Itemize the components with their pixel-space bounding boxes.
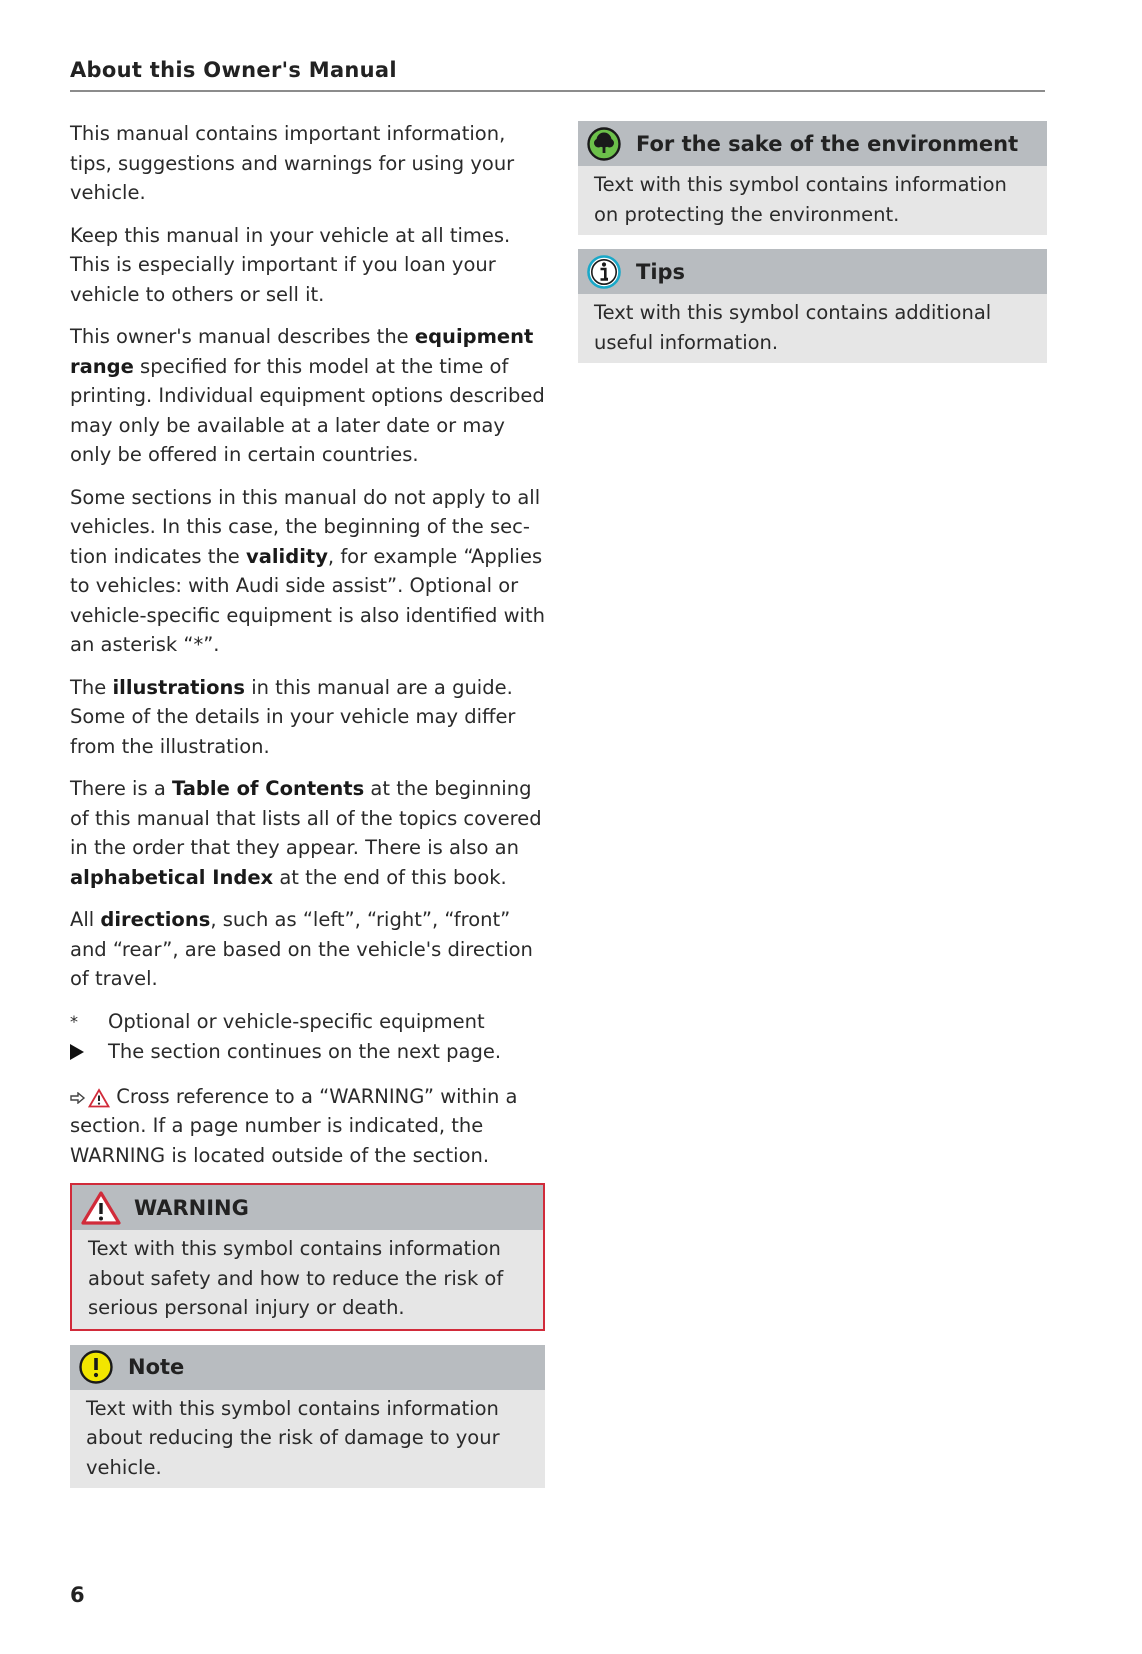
- left-column: [70, 119, 545, 1502]
- page-number: 6: [70, 1583, 85, 1607]
- running-header: About this Owner's Manual: [70, 58, 397, 82]
- cross-reference-paragraph: [70, 1082, 545, 1171]
- note-box-body: Text with this symbol contains information about reducing the risk of damage to your vehicle.: [86, 1396, 500, 1479]
- environment-box-body: Text with this symbol contains information on protecting the environment.: [594, 173, 1007, 226]
- warning-box: [70, 1183, 545, 1331]
- note-box-header: [70, 1345, 545, 1390]
- tips-info-icon: [586, 254, 622, 290]
- directions-paragraph: All directions, such as “left”, “right”, “front” and “rear”, are based on the vehicle's direction of travel.: [70, 908, 533, 990]
- equipment-paragraph: This owner's manual describes the equipment range specified for this model at the time of printing. Individual equipment options described may only be available at a later date or may only be offered in certain countries.: [70, 325, 545, 466]
- right-column: [578, 121, 1047, 377]
- environment-box-header: [578, 121, 1047, 166]
- arrow-outline-icon: [70, 1092, 86, 1104]
- warning-triangle-small-icon: [88, 1088, 110, 1108]
- asterisk-description: Optional or vehicle-specific equipment: [108, 1009, 485, 1033]
- intro-paragraph: This manual contains important information, tips, suggestions and warnings for using your vehicle.: [70, 122, 515, 204]
- warning-triangle-icon: [80, 1190, 122, 1226]
- warning-box-body: Text with this symbol contains information about safety and how to reduce the risk of serious personal injury or death.: [88, 1237, 504, 1319]
- symbol-legend: [70, 1007, 545, 1069]
- tips-box-title: Tips: [636, 259, 686, 284]
- warning-box-header: [72, 1185, 543, 1230]
- asterisk-symbol: *: [70, 1011, 78, 1031]
- note-exclamation-icon: [78, 1349, 114, 1385]
- tips-box-body: Text with this symbol contains additional useful information.: [594, 301, 992, 354]
- environment-box: [578, 121, 1047, 235]
- environment-box-title: For the sake of the environment: [636, 131, 1019, 156]
- warning-box-title: WARNING: [134, 1195, 249, 1220]
- note-box: [70, 1345, 545, 1489]
- contents-paragraph: There is a Table of Contents at the beginning of this manual that lists all of the topics covered in the order that they appear. There is also an alphabetical Index at the end of this book.: [70, 777, 542, 889]
- tips-box: [578, 249, 1047, 363]
- tips-box-header: [578, 249, 1047, 294]
- legend-row-continue: [70, 1037, 545, 1069]
- header-rule: [70, 90, 1045, 92]
- continue-arrow-icon: [70, 1037, 108, 1069]
- continue-description: The section continues on the next page.: [108, 1039, 502, 1063]
- environment-tree-icon: [586, 126, 622, 162]
- cross-reference-text: Cross reference to a “WARNING” within a section. If a page number is indicated, the WARNING is located outside of the section.: [70, 1084, 518, 1167]
- legend-row-asterisk: [70, 1007, 545, 1037]
- note-box-title: Note: [128, 1355, 185, 1379]
- keep-manual-paragraph: Keep this manual in your vehicle at all times. This is especially important if you loan your vehicle to others or sell it.: [70, 223, 511, 306]
- validity-paragraph: Some sections in this manual do not apply to all vehicles. In this case, the beginning of the section indicates the validity, for example “Applies to vehicles: with Audi side assist”. Optional or vehicle-specific equipment is also identified with an asterisk “*”.: [70, 485, 545, 656]
- illustrations-paragraph: The illustrations in this manual are a guide. Some of the details in your vehicle may differ from the illustration.: [70, 675, 516, 758]
- cross-reference-icons: [70, 1088, 110, 1108]
